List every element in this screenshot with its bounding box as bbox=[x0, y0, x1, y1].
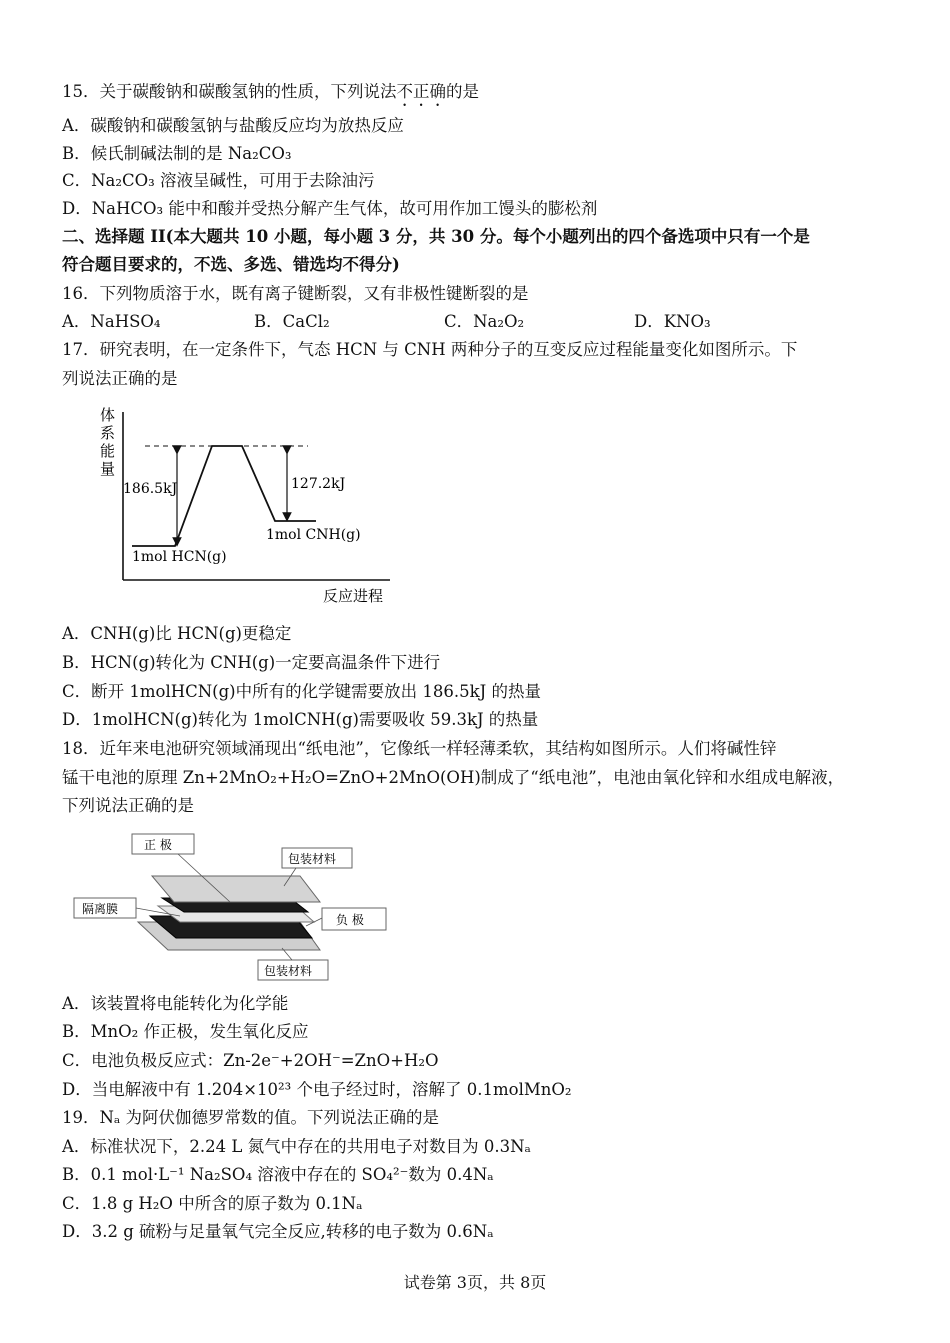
positive-label: 正 极 bbox=[144, 838, 172, 852]
y-axis-label-char-1: 体 bbox=[100, 406, 116, 424]
q17-stem-line2: 列说法正确的是 bbox=[62, 369, 178, 388]
q19-option-d: D．3.2 g 硫粉与足量氧气完全反应,转移的电子数为 0.6Nₐ bbox=[62, 1222, 494, 1241]
q15-option-c: C．Na₂CO₃ 溶液呈碱性，可用于去除油污 bbox=[62, 171, 375, 190]
q16-option-b: B．CaCl₂ bbox=[254, 312, 330, 331]
y-axis-label-char-4: 量 bbox=[100, 460, 116, 478]
q19-option-c: C．1.8 g H₂O 中所含的原子数为 0.1Nₐ bbox=[62, 1194, 363, 1213]
energy-diagram bbox=[90, 400, 410, 610]
product-label: 1mol CNH(g) bbox=[266, 527, 361, 543]
top-packaging-label: 包装材料 bbox=[288, 852, 337, 866]
q17-option-c: C．断开 1molHCN(g)中所有的化学键需要放出 186.5kJ 的热量 bbox=[62, 682, 541, 701]
q19-stem: 19．Nₐ 为阿伏伽德罗常数的值。下列说法正确的是 bbox=[62, 1108, 440, 1127]
q16-option-d: D．KNO₃ bbox=[634, 312, 711, 331]
q17-stem-line1: 17．研究表明，在一定条件下，气态 HCN 与 CNH 两种分子的互变反应过程能量变化如图所示。下 bbox=[62, 340, 798, 359]
q18-stem-line1: 18．近年来电池研究领域涌现出“纸电池”，它像纸一样轻薄柔软，其结构如图所示。人们将碱性锌 bbox=[62, 739, 777, 758]
separator-label: 隔离膜 bbox=[82, 902, 119, 916]
negative-label: 负 极 bbox=[336, 913, 364, 927]
left-energy-label: 186.5kJ bbox=[123, 481, 178, 497]
y-axis-label-char-2: 系 bbox=[100, 424, 116, 442]
y-axis-label-char-3: 能 bbox=[100, 442, 116, 460]
q17-option-b: B．HCN(g)转化为 CNH(g)一定要高温条件下进行 bbox=[62, 653, 441, 672]
q16-stem: 16．下列物质溶于水，既有离子键断裂，又有非极性键断裂的是 bbox=[62, 284, 529, 303]
q19-option-a: A．标准状况下，2.24 L 氮气中存在的共用电子对数目为 0.3Nₐ bbox=[62, 1137, 531, 1156]
reactant-label: 1mol HCN(g) bbox=[132, 549, 227, 565]
q16-option-a: A．NaHSO₄ bbox=[62, 312, 161, 331]
top-packaging-layer bbox=[152, 876, 320, 902]
q15-stem bbox=[62, 80, 479, 110]
q15-option-b: B．候氏制碱法制的是 Na₂CO₃ bbox=[62, 144, 292, 163]
q17-option-d: D．1molHCN(g)转化为 1molCNH(g)需要吸收 59.3kJ 的热量 bbox=[62, 710, 539, 729]
paper-battery-diagram bbox=[70, 826, 400, 986]
q15-option-a: A．碳酸钠和碳酸氢钠与盐酸反应均为放热反应 bbox=[62, 116, 404, 135]
bottom-packaging-label: 包装材料 bbox=[264, 964, 313, 978]
q15-option-d: D．NaHCO₃ 能中和酸并受热分解产生气体，故可用作加工馒头的膨松剂 bbox=[62, 199, 598, 218]
section2-heading-line2: 符合题目要求的，不选、多选、错选均不得分) bbox=[62, 255, 400, 274]
q15-stem-emphasis: 不正确 bbox=[396, 82, 446, 101]
q18-option-c: C．电池负极反应式：Zn-2e⁻+2OH⁻=ZnO+H₂O bbox=[62, 1051, 439, 1070]
section2-heading-line1: 二、选择题 II(本大题共 10 小题，每小题 3 分，共 30 分。每个小题列出的四个备选项中只有一个是 bbox=[62, 227, 810, 246]
right-energy-label: 127.2kJ bbox=[291, 476, 346, 492]
x-axis-label: 反应进程 bbox=[323, 587, 384, 605]
page-footer: 试卷第 3页，共 8页 bbox=[403, 1273, 547, 1292]
q19-option-b: B．0.1 mol·L⁻¹ Na₂SO₄ 溶液中存在的 SO₄²⁻数为 0.4Nₐ bbox=[62, 1165, 494, 1184]
q18-option-d: D．当电解液中有 1.204×10²³ 个电子经过时，溶解了 0.1molMnO₂ bbox=[62, 1080, 572, 1099]
q18-option-b: B．MnO₂ 作正极，发生氧化反应 bbox=[62, 1022, 309, 1041]
q15-stem-post: 的是 bbox=[446, 82, 479, 101]
q16-option-c: C．Na₂O₂ bbox=[444, 312, 525, 331]
q15-stem-pre: 15．关于碳酸钠和碳酸氢钠的性质，下列说法 bbox=[62, 82, 397, 101]
q18-stem-line2: 锰干电池的原理 Zn+2MnO₂+H₂O=ZnO+2MnO(OH)制成了“纸电池”，电池由氧化锌和水组成电解液， bbox=[62, 768, 845, 787]
q18-stem-line3: 下列说法正确的是 bbox=[62, 796, 194, 815]
q18-option-a: A．该装置将电能转化为化学能 bbox=[62, 994, 289, 1013]
q17-option-a: A．CNH(g)比 HCN(g)更稳定 bbox=[62, 624, 292, 643]
